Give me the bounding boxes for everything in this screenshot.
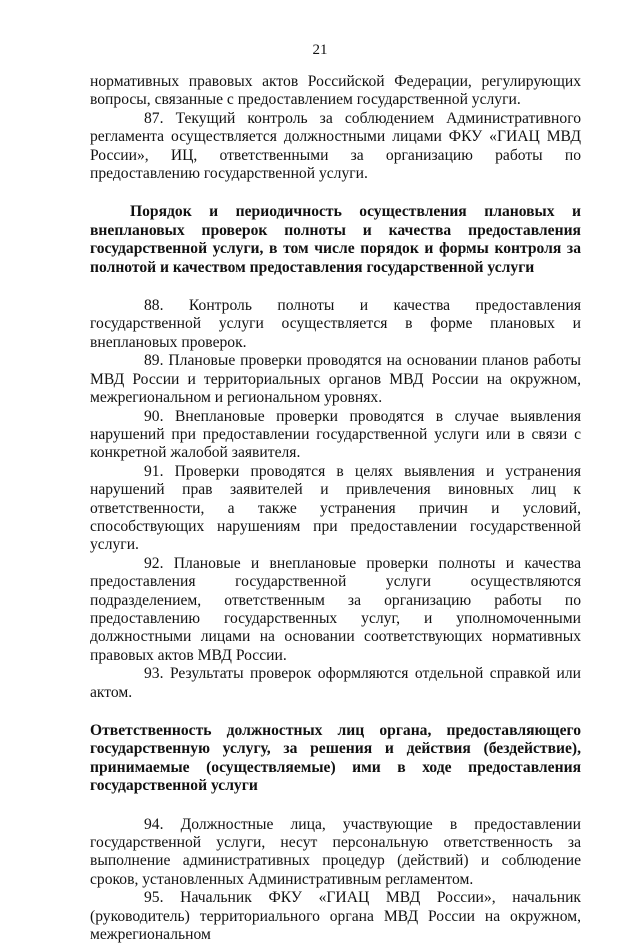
- document-body: [90, 73, 581, 944]
- section-heading-responsibility: Ответственность должностных лиц органа, предоставляющего государственную услугу, за решения и действия (бездействие), принимаемые (осуществляемые) ими в ходе предоставления государственной услуги: [90, 722, 581, 795]
- paragraph-88: 88. Контроль полноты и качества предоставления государственной услуги осуществляется в форме плановых и внеплановых проверок.: [90, 297, 581, 351]
- section-heading-inspections: Порядок и периодичность осуществления плановых и внеплановых проверок полноты и качества предоставления государственной услуги, в том числе порядок и формы контроля за полнотой и качеством предоставления государственной услуги: [90, 203, 581, 276]
- page-number: 21: [312, 42, 328, 58]
- paragraph-94: 94. Должностные лица, участвующие в предоставлении государственной услуги, несут персональную ответственность за выполнение административных процедур (действий) и соблюдение сроков, установленных Административным регламентом.: [90, 815, 581, 888]
- paragraph-87: 87. Текущий контроль за соблюдением Административного регламента осуществляется должностными лицами ФКУ «ГИАЦ МВД России», ИЦ, ответственными за организацию работы по предоставлению государственной услуги.: [90, 109, 581, 183]
- paragraph-92: 92. Плановые и внеплановые проверки полноты и качества предоставления государственной услуги осуществляются подразделением, ответственным за организацию работы по предоставлению государственных услуг, и уполномоченными должностными лицами на основании соответствующих нормативных правовых актов МВД России.: [90, 554, 581, 664]
- paragraph-91: 91. Проверки проводятся в целях выявления и устранения нарушений прав заявителей и привлечения виновных лиц к ответственности, а также устранения причин и условий, способствующих нарушениям при предоставлении государственной услуги.: [90, 462, 581, 554]
- paragraph-93: 93. Результаты проверок оформляются отдельной справкой или актом.: [90, 665, 581, 701]
- paragraph-95: 95. Начальник ФКУ «ГИАЦ МВД России», начальник (руководитель) территориального органа МВД России на окружном, межрегиональном: [90, 889, 581, 944]
- paragraph-continuation: нормативных правовых актов Российской Федерации, регулирующих вопросы, связанные с предоставлением государственной услуги.: [90, 73, 581, 109]
- paragraph-90: 90. Внеплановые проверки проводятся в случае выявления нарушений при предоставлении государственной услуги или в связи с конкретной жалобой заявителя.: [90, 407, 581, 462]
- paragraph-89: 89. Плановые проверки проводятся на основании планов работы МВД России и территориальных органов МВД России на окружном, межрегиональном и региональном уровнях.: [90, 352, 581, 407]
